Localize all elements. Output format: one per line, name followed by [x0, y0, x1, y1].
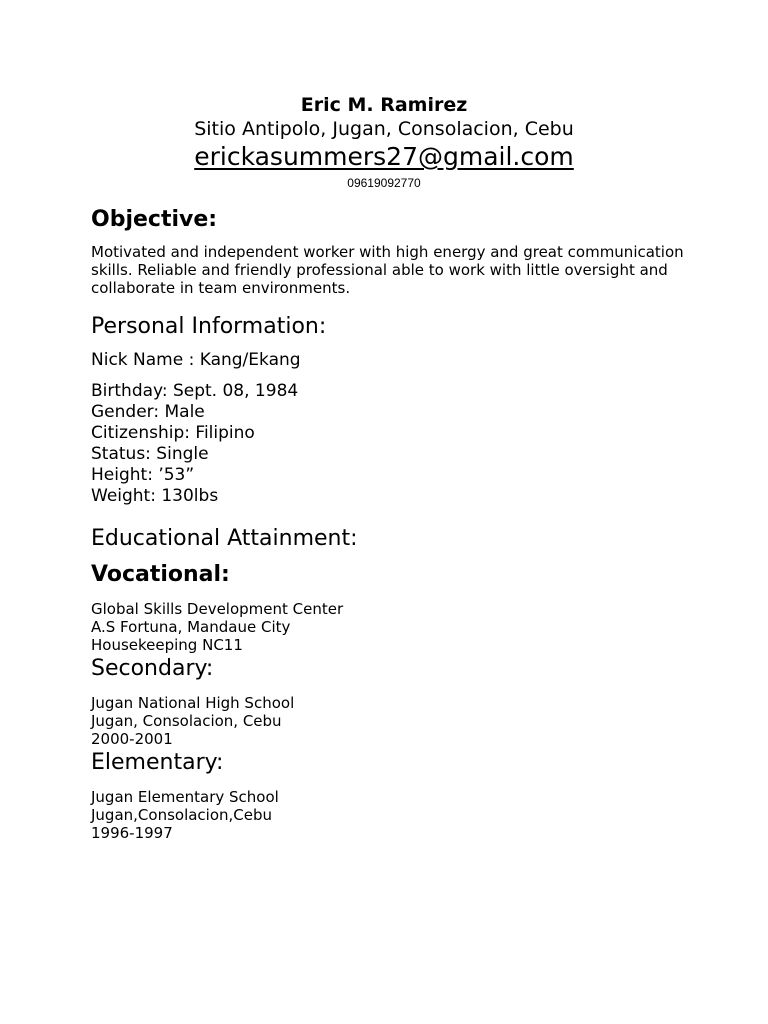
resume-body: [91, 205, 691, 842]
secondary-heading: Secondary:: [91, 656, 214, 681]
weight-line: Weight: 130lbs: [91, 486, 219, 506]
personal-info-heading: Personal Information:: [91, 314, 327, 339]
elementary-details: [91, 788, 691, 842]
height-line: Height: ’53”: [91, 465, 195, 485]
vocational-block: [91, 560, 691, 654]
applicant-email-link[interactable]: erickasummers27@gmail.com: [194, 142, 574, 171]
applicant-name: Eric M. Ramirez: [300, 94, 468, 116]
secondary-details: [91, 694, 691, 748]
elementary-school-address: Jugan,Consolacion,Cebu: [91, 806, 273, 824]
objective-text: Motivated and independent worker with high energy and great communication skills. Reliable and friendly professional able to work with little oversight and collaborate in team environments.: [91, 243, 684, 297]
personal-info-list: [91, 381, 691, 507]
elementary-school-years: 1996-1997: [91, 824, 173, 842]
vocational-details: [91, 600, 691, 654]
nickname-line: Nick Name : Kang/Ekang: [91, 350, 301, 370]
personal-info-section: [91, 312, 691, 507]
objective-section: [91, 205, 691, 297]
secondary-school-address: Jugan, Consolacion, Cebu: [91, 712, 282, 730]
applicant-address: Sitio Antipolo, Jugan, Consolacion, Cebu: [194, 118, 574, 140]
resume-header: [0, 93, 768, 191]
secondary-block: [91, 654, 691, 748]
gender-line: Gender: Male: [91, 402, 205, 422]
citizenship-line: Citizenship: Filipino: [91, 423, 255, 443]
vocational-school-name: Global Skills Development Center: [91, 600, 344, 618]
education-heading: Educational Attainment:: [91, 526, 358, 551]
secondary-school-years: 2000-2001: [91, 730, 173, 748]
birthday-line: Birthday: Sept. 08, 1984: [91, 381, 299, 401]
vocational-heading: Vocational:: [91, 562, 230, 587]
secondary-school-name: Jugan National High School: [91, 694, 295, 712]
elementary-heading: Elementary:: [91, 750, 224, 775]
objective-heading: Objective:: [91, 207, 218, 232]
vocational-school-address: A.S Fortuna, Mandaue City: [91, 618, 291, 636]
vocational-course: Housekeeping NC11: [91, 636, 243, 654]
education-section: [91, 524, 691, 842]
status-line: Status: Single: [91, 444, 209, 464]
applicant-phone: 09619092770: [347, 176, 421, 190]
elementary-block: [91, 748, 691, 842]
elementary-school-name: Jugan Elementary School: [91, 788, 279, 806]
